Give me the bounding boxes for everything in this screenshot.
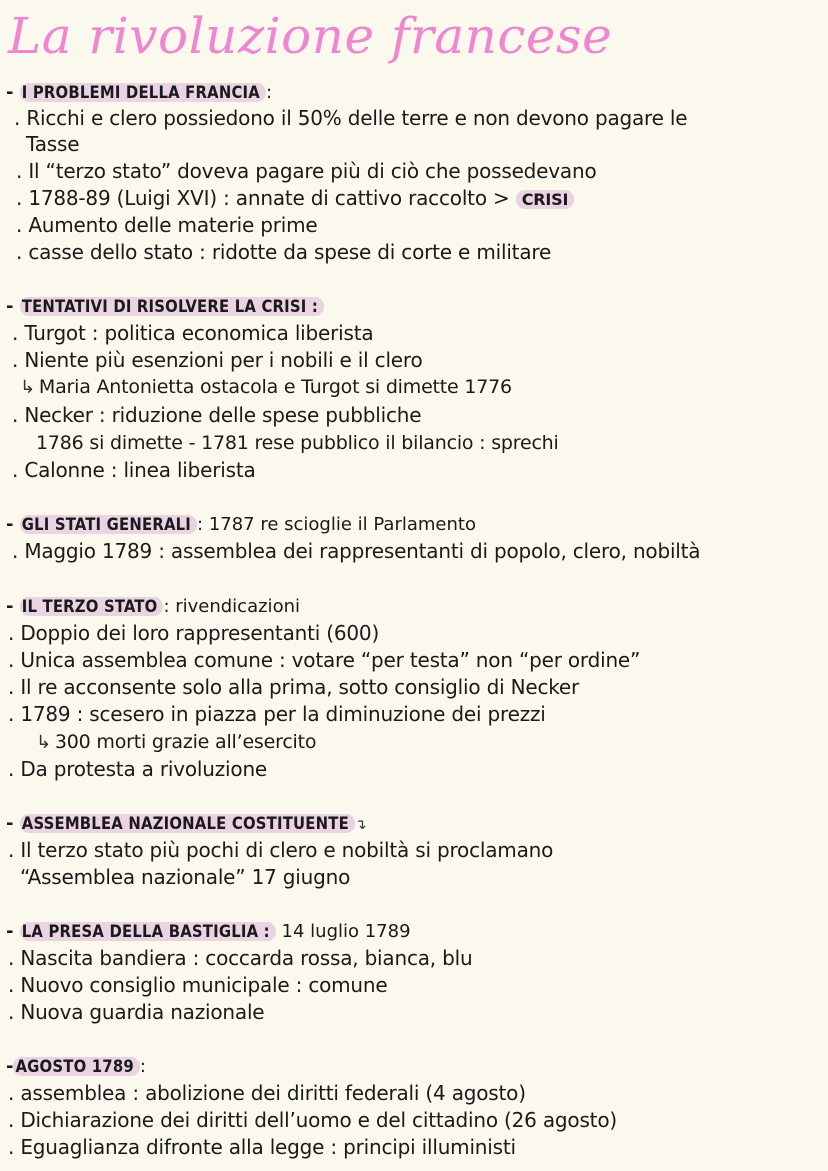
list-item: . Nascita bandiera : coccarda rossa, bianca, blu [8,946,473,970]
section-heading-estates-general: - GLI STATI GENERALI : 1787 re scioglie il Parlamento [6,514,476,535]
list-item: . casse dello stato : ridotte da spese di corte e militare [16,240,552,264]
list-item: . Aumento delle materie prime [16,213,318,237]
list-item-sub: 1786 si dimette - 1781 rese pubblico il bilancio : sprechi [36,432,559,454]
section-heading-problems: - I PROBLEMI DELLA FRANCIA : [6,82,273,103]
list-item: . Eguaglianza difronte alla legge : principi illuministi [8,1135,516,1159]
return-arrow-icon: ↳ [36,732,51,753]
list-item: . Ricchi e clero possiedono il 50% delle terre e non devono pagare le [14,106,688,130]
list-item: . Nuova guardia nazionale [8,1000,265,1024]
list-item: . Il “terzo stato” doveva pagare più di ciò che possedevano [16,159,597,183]
section-heading-attempts: - TENTATIVI DI RISOLVERE LA CRISI : [6,294,324,320]
list-item: . Nuovo consiglio municipale : comune [8,973,388,997]
list-item: . 1788-89 (Luigi XVI) : annate di cattivo raccolto > CRISI [16,185,574,212]
list-item: . Dichiarazione dei diritti dell’uomo e del cittadino (26 agosto) [8,1108,617,1132]
list-item: . 1789 : scesero in piazza per la diminuzione dei prezzi [8,702,546,726]
heading-highlight: TENTATIVI DI RISOLVERE LA CRISI : [20,297,324,316]
list-item-sub: ↳ 300 morti grazie all’esercito [36,731,317,753]
crisi-highlight: CRISI [516,190,575,209]
list-item: . Maggio 1789 : assemblea dei rappresentanti di popolo, clero, nobiltà [12,539,701,563]
section-heading-national-assembly: - ASSEMBLEA NAZIONALE COSTITUENTE ↴ [6,813,367,834]
page-title: La rivoluzione francese [8,7,613,65]
section-heading-bastille: - LA PRESA DELLA BASTIGLIA : 14 luglio 1789 [6,921,411,942]
list-item: “Assemblea nazionale” 17 giugno [20,865,351,889]
list-item: . Il terzo stato più pochi di clero e nobiltà si proclamano [8,838,554,862]
list-item: . Da protesta a rivoluzione [8,757,268,781]
list-item: . Doppio dei loro rappresentanti (600) [8,621,380,645]
return-arrow-icon: ↳ [20,377,35,398]
heading-highlight: AGOSTO 1789 [13,1057,139,1076]
list-item: . assemblea : abolizione dei diritti federali (4 agosto) [8,1081,526,1105]
turn-down-arrow-icon: ↴ [354,817,367,833]
list-item: . Calonne : linea liberista [12,458,256,482]
section-heading-august: - AGOSTO 1789 : [6,1056,146,1077]
heading-highlight: IL TERZO STATO [20,597,164,616]
section-heading-third-estate: - IL TERZO STATO : rivendicazioni [6,596,300,617]
heading-highlight: I PROBLEMI DELLA FRANCIA [20,83,266,102]
list-item: . Necker : riduzione delle spese pubbliche [12,403,422,427]
heading-highlight: LA PRESA DELLA BASTIGLIA : [20,922,276,941]
list-item: . Unica assemblea comune : votare “per testa” non “per ordine” [8,648,641,672]
heading-highlight: ASSEMBLEA NAZIONALE COSTITUENTE [20,814,355,833]
list-item: . Niente più esenzioni per i nobili e il clero [12,348,423,372]
list-item: . Il re acconsente solo alla prima, sotto consiglio di Necker [8,675,580,699]
heading-highlight: GLI STATI GENERALI [20,515,197,534]
list-item: Tasse [26,132,80,156]
list-item-sub: ↳ Maria Antonietta ostacola e Turgot si dimette 1776 [20,376,512,398]
list-item: . Turgot : politica economica liberista [12,321,374,345]
